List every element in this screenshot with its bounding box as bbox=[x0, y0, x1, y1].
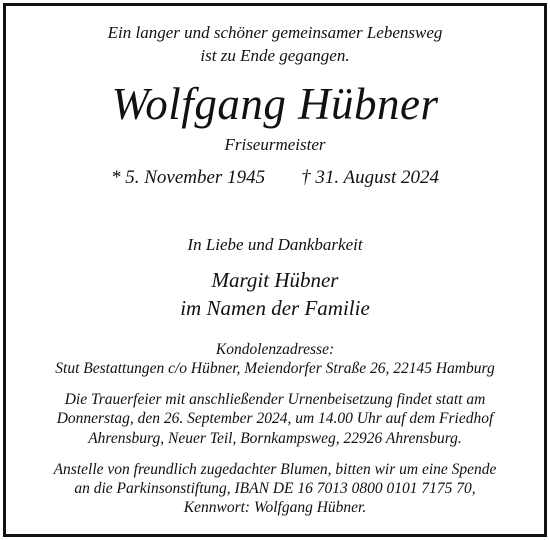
condolence-address: Stut Bestattungen c/o Hübner, Meiendorfer Straße 26, 22145 Hamburg bbox=[55, 360, 495, 377]
deceased-occupation: Friseurmeister bbox=[224, 135, 326, 154]
signoff-text: In Liebe und Dankbarkeit bbox=[187, 235, 363, 254]
birth-date: * 5. November 1945 bbox=[110, 167, 266, 188]
donation-line-3: Kennwort: Wolfgang Hübner. bbox=[183, 499, 367, 516]
mourner-name: Margit Hübner bbox=[211, 268, 339, 292]
intro-line-2: ist zu Ende gegangen. bbox=[200, 46, 350, 65]
ceremony-line-1: Die Trauerfeier mit anschließender Urnenbeisetzung findet statt am bbox=[64, 391, 486, 408]
ceremony-line-3: Ahrensburg, Neuer Teil, Bornkampsweg, 22926 Ahrensburg. bbox=[88, 430, 462, 447]
intro-line-1: Ein langer und schöner gemeinsamer Lebensweg bbox=[107, 23, 443, 42]
life-dates bbox=[0, 168, 550, 187]
donation-line-1: Anstelle von freundlich zugedachter Blumen, bitten wir um eine Spende bbox=[53, 461, 497, 478]
donation-line-2: an die Parkinsonstiftung, IBAN DE 16 7013 0800 0101 7175 70, bbox=[74, 480, 476, 497]
ceremony-line-2: Donnerstag, den 26. September 2024, um 14.00 Uhr auf dem Friedhof bbox=[56, 410, 494, 427]
condolence-heading: Kondolenzadresse: bbox=[215, 341, 335, 358]
death-date: † 31. August 2024 bbox=[301, 167, 440, 188]
mourner-family: im Namen der Familie bbox=[180, 296, 370, 320]
deceased-name: Wolfgang Hübner bbox=[111, 79, 439, 129]
